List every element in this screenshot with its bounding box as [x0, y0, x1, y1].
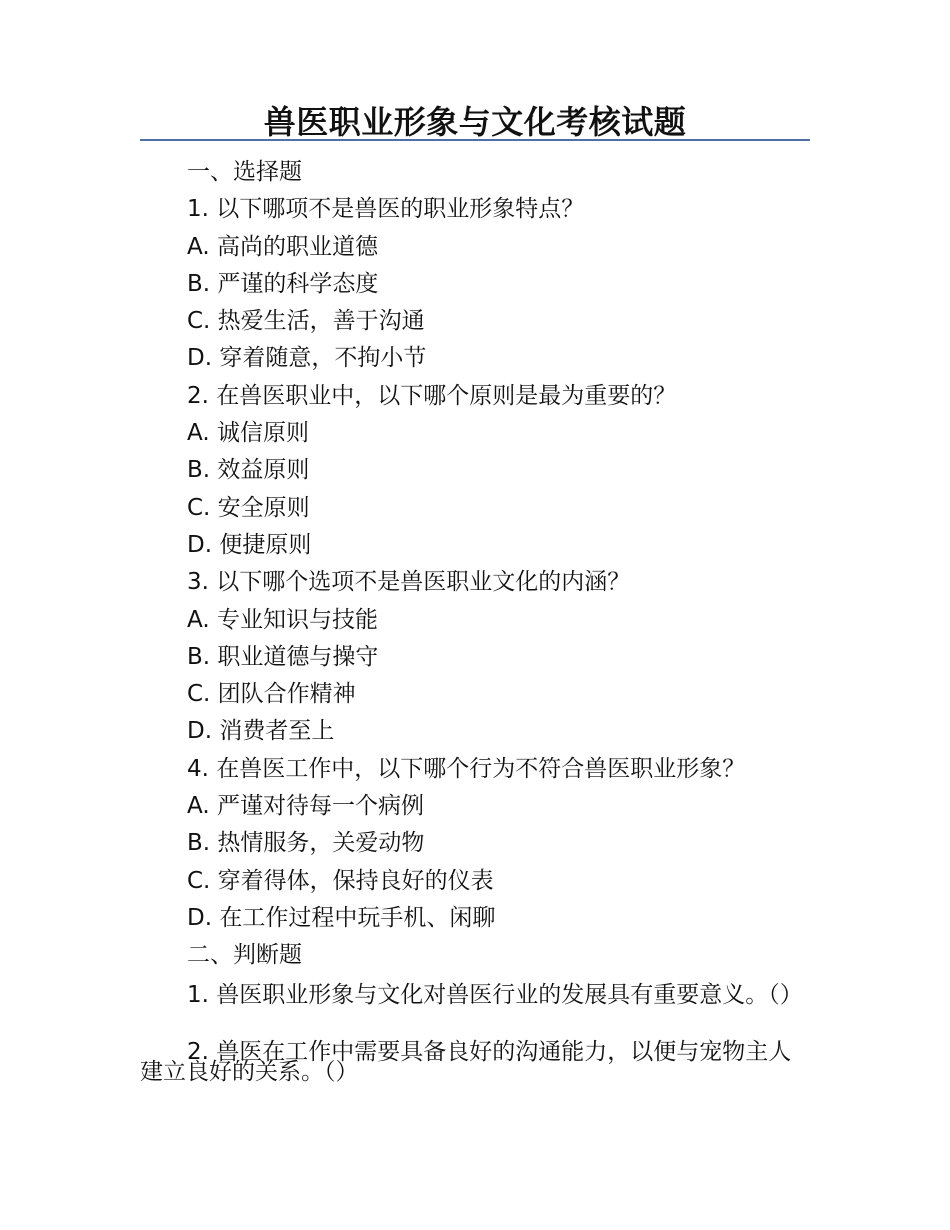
q1-option-c: C. 热爱生活，善于沟通 — [187, 308, 425, 335]
q2-option-c: C. 安全原则 — [187, 494, 310, 521]
judgement-question-2: 2. 兽医在工作中需要具备良好的沟通能力，以便与宠物主人建立良好的关系。（） — [140, 1039, 792, 1085]
q4-option-d: D. 在工作过程中玩手机、闲聊 — [187, 904, 496, 931]
q3-option-b: B. 职业道德与操守 — [187, 643, 379, 670]
q4-option-b: B. 热情服务，关爱动物 — [187, 830, 425, 857]
question-list — [187, 154, 827, 975]
title-underline — [140, 139, 810, 141]
q4-option-a: A. 严谨对待每一个病例 — [187, 793, 424, 820]
q3-option-c: C. 团队合作精神 — [187, 681, 356, 708]
q1-option-b: B. 严谨的科学态度 — [187, 270, 379, 297]
q3-option-d: D. 消费者至上 — [187, 718, 335, 745]
q2-option-d: D. 便捷原则 — [187, 531, 312, 558]
q2-option-b: B. 效益原则 — [187, 457, 310, 484]
q1-option-d: D. 穿着随意，不拘小节 — [187, 345, 427, 372]
document-title: 兽医职业形象与文化考核试题 — [263, 103, 687, 141]
judgement-question-1: 1. 兽医职业形象与文化对兽医行业的发展具有重要意义。（） — [187, 982, 803, 1008]
q3-option-a: A. 专业知识与技能 — [187, 606, 378, 633]
q4-option-c: C. 穿着得体，保持良好的仪表 — [187, 867, 494, 894]
q2-option-a: A. 诚信原则 — [187, 420, 309, 447]
q1-option-a: A. 高尚的职业道德 — [187, 233, 378, 260]
question-2: 2. 在兽医职业中，以下哪个原则是最为重要的？ — [187, 382, 677, 409]
section-heading-choice: 一、选择题 — [187, 159, 302, 185]
question-4: 4. 在兽医工作中，以下哪个行为不符合兽医职业形象？ — [187, 755, 746, 782]
question-1: 1. 以下哪项不是兽医的职业形象特点？ — [187, 196, 585, 223]
question-3: 3. 以下哪个选项不是兽医职业文化的内涵？ — [187, 569, 631, 596]
section-heading-judgement: 二、判断题 — [187, 942, 302, 969]
